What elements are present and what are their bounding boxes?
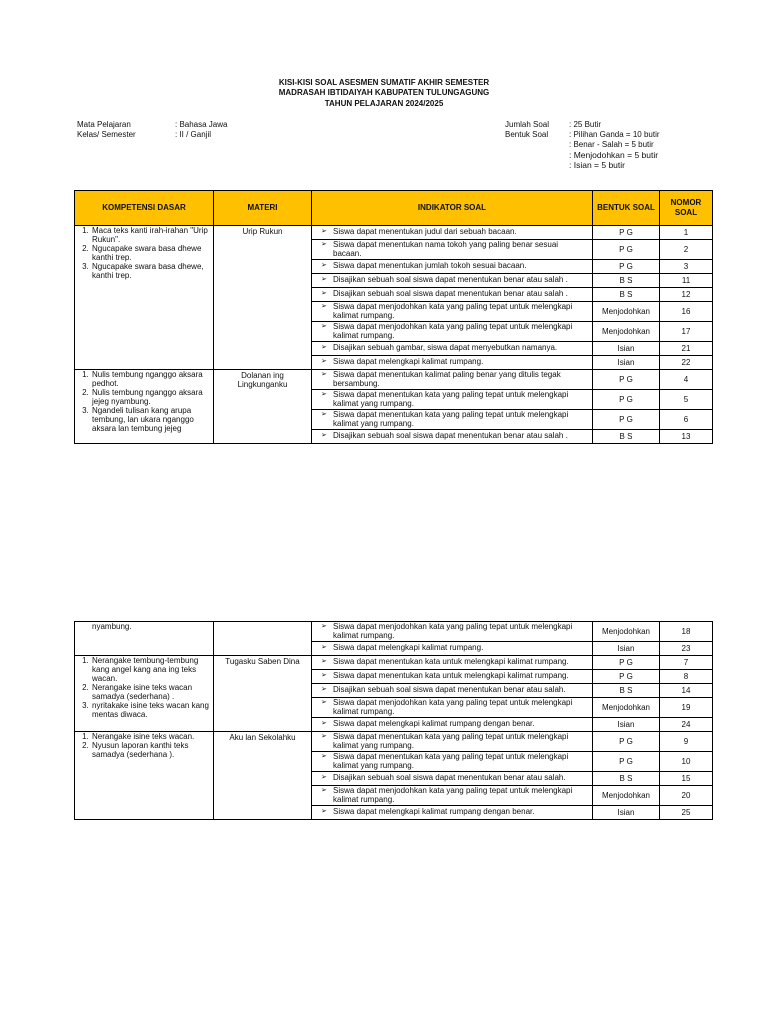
indikator-text: Siswa dapat melengkapi kalimat rumpang dengan benar. xyxy=(333,719,535,729)
question-type-isian: : Isian = 5 butir xyxy=(569,160,625,170)
indikator-cell xyxy=(312,356,593,370)
bentuk-soal-cell: P G xyxy=(593,670,660,684)
arrow-bullet-icon: ➢ xyxy=(321,753,327,760)
bentuk-soal-cell: Menjodohkan xyxy=(593,698,660,718)
bentuk-soal-cell: B S xyxy=(593,274,660,288)
nomor-soal-cell: 25 xyxy=(660,806,713,820)
bentuk-soal-cell: P G xyxy=(593,226,660,240)
nomor-soal-cell: 3 xyxy=(660,260,713,274)
indikator-text: Siswa dapat menentukan nama tokoh yang paling benar sesuai bacaan. xyxy=(333,240,559,258)
nomor-soal-cell: 12 xyxy=(660,288,713,302)
indikator-text: Siswa dapat menentukan kata untuk melengkapi kalimat rumpang. xyxy=(333,657,569,667)
indikator-text: Disajikan sebuah soal siswa dapat menentukan benar atau salah . xyxy=(333,275,568,285)
arrow-bullet-icon: ➢ xyxy=(321,808,327,816)
nomor-soal-cell: 16 xyxy=(660,302,713,322)
nomor-soal-cell: 10 xyxy=(660,752,713,772)
bentuk-soal-cell: Isian xyxy=(593,356,660,370)
arrow-bullet-icon: ➢ xyxy=(321,391,327,398)
nomor-soal-cell: 14 xyxy=(660,684,713,698)
kompetensi-dasar-cell xyxy=(75,622,214,656)
arrow-bullet-icon: ➢ xyxy=(321,303,327,310)
nomor-soal-cell: 13 xyxy=(660,430,713,444)
indikator-text: Disajikan sebuah soal siswa dapat menentukan benar atau salah . xyxy=(333,289,568,299)
indikator-cell xyxy=(312,698,593,718)
indikator-cell xyxy=(312,390,593,410)
header-bentuk-soal: BENTUK SOAL xyxy=(593,191,660,226)
header-kompetensi-dasar: KOMPETENSI DASAR xyxy=(75,191,214,226)
indikator-cell xyxy=(312,806,593,820)
arrow-bullet-icon: ➢ xyxy=(321,276,327,284)
indikator-text: Disajikan sebuah soal siswa dapat menentukan benar atau salah. xyxy=(333,773,566,783)
nomor-soal-cell: 4 xyxy=(660,370,713,390)
kompetensi-dasar-item: 1. Nerangake isine teks wacan. xyxy=(91,732,210,741)
arrow-bullet-icon: ➢ xyxy=(321,658,327,666)
arrow-bullet-icon: ➢ xyxy=(321,432,327,440)
indikator-text: Siswa dapat melengkapi kalimat rumpang. xyxy=(333,357,484,367)
class-semester-label: Kelas/ Semester xyxy=(77,130,136,139)
arrow-bullet-icon: ➢ xyxy=(321,733,327,740)
arrow-bullet-icon: ➢ xyxy=(321,720,327,728)
bentuk-soal-cell: P G xyxy=(593,410,660,430)
indikator-cell xyxy=(312,274,593,288)
indikator-cell xyxy=(312,430,593,444)
bentuk-soal-cell: P G xyxy=(593,656,660,670)
indikator-text: Siswa dapat menentukan kata untuk melengkapi kalimat rumpang. xyxy=(333,671,569,681)
indikator-cell xyxy=(312,342,593,356)
indikator-cell xyxy=(312,260,593,274)
bentuk-soal-cell: B S xyxy=(593,430,660,444)
indikator-cell xyxy=(312,752,593,772)
indikator-text: Siswa dapat menentukan judul dari sebuah bacaan. xyxy=(333,227,517,237)
nomor-soal-cell: 6 xyxy=(660,410,713,430)
bentuk-soal-cell: Isian xyxy=(593,642,660,656)
table-body xyxy=(75,622,713,820)
kompetensi-dasar-cell xyxy=(75,656,214,732)
bentuk-soal-cell: Isian xyxy=(593,718,660,732)
indikator-cell xyxy=(312,410,593,430)
bentuk-soal-cell: Menjodohkan xyxy=(593,622,660,642)
materi-cell: Aku lan Sekolahku xyxy=(214,732,312,820)
nomor-soal-cell: 21 xyxy=(660,342,713,356)
indikator-cell xyxy=(312,684,593,698)
kompetensi-dasar-item: 1. Nerangake tembung-tembung kang angel kang ana ing teks wacan. xyxy=(91,656,210,683)
nomor-soal-cell: 9 xyxy=(660,732,713,752)
nomor-soal-cell: 7 xyxy=(660,656,713,670)
nomor-soal-cell: 23 xyxy=(660,642,713,656)
kompetensi-dasar-item: 1. Nulis tembung nganggo aksara pedhot. xyxy=(91,370,210,388)
indikator-text: Siswa dapat melengkapi kalimat rumpang. xyxy=(333,643,484,653)
indikator-text: Siswa dapat menentukan kata yang paling tepat untuk melengkapi kalimat yang rumpang. xyxy=(333,390,569,408)
nomor-soal-cell: 24 xyxy=(660,718,713,732)
kompetensi-dasar-cell xyxy=(75,732,214,820)
question-count-value: : 25 Butir xyxy=(569,120,602,129)
bentuk-soal-cell: P G xyxy=(593,390,660,410)
indikator-text: Siswa dapat menjodohkan kata yang paling tepat untuk melengkapi kalimat rumpang. xyxy=(333,302,573,320)
bentuk-soal-cell: B S xyxy=(593,288,660,302)
nomor-soal-cell: 22 xyxy=(660,356,713,370)
kompetensi-dasar-list xyxy=(78,226,210,280)
question-summary xyxy=(505,120,660,170)
header-materi: MATERI xyxy=(214,191,312,226)
nomor-soal-cell: 5 xyxy=(660,390,713,410)
kompetensi-dasar-list xyxy=(78,370,210,433)
arrow-bullet-icon: ➢ xyxy=(321,262,327,270)
nomor-soal-cell: 17 xyxy=(660,322,713,342)
bentuk-soal-cell: P G xyxy=(593,370,660,390)
kompetensi-dasar-list xyxy=(78,656,210,719)
bentuk-soal-cell: Menjodohkan xyxy=(593,302,660,322)
nomor-soal-cell: 20 xyxy=(660,786,713,806)
nomor-soal-cell: 15 xyxy=(660,772,713,786)
document-title-line-2: MADRASAH IBTIDAIYAH KABUPATEN TULUNGAGUNG xyxy=(278,88,490,97)
indikator-cell xyxy=(312,732,593,752)
arrow-bullet-icon: ➢ xyxy=(321,323,327,330)
nomor-soal-cell: 1 xyxy=(660,226,713,240)
header-indikator-soal: INDIKATOR SOAL xyxy=(312,191,593,226)
indikator-text: Disajikan sebuah soal siswa dapat menentukan benar atau salah. xyxy=(333,685,566,695)
indikator-cell xyxy=(312,302,593,322)
arrow-bullet-icon: ➢ xyxy=(321,686,327,694)
kompetensi-dasar-item: 2. Nulis tembung nganggo aksara jejeg nyambung. xyxy=(91,388,210,406)
kompetensi-dasar-item: 3. Ngandeli tulisan kang arupa tembung, lan ukara nganggo aksara lan tembung jejeg xyxy=(91,406,210,433)
kisi-kisi-table-page-2 xyxy=(74,621,713,820)
arrow-bullet-icon: ➢ xyxy=(321,241,327,248)
indikator-text: Siswa dapat melengkapi kalimat rumpang dengan benar. xyxy=(333,807,535,817)
arrow-bullet-icon: ➢ xyxy=(321,290,327,298)
arrow-bullet-icon: ➢ xyxy=(321,358,327,366)
table-body xyxy=(75,226,713,444)
class-semester-value: : II / Ganjil xyxy=(175,130,212,139)
kisi-kisi-table-page-1 xyxy=(74,190,713,444)
indikator-cell xyxy=(312,718,593,732)
document-title-line-1: KISI-KISI SOAL ASESMEN SUMATIF AKHIR SEMESTER xyxy=(278,78,490,87)
indikator-text: Siswa dapat menjodohkan kata yang paling tepat untuk melengkapi kalimat rumpang. xyxy=(333,622,573,640)
nomor-soal-cell: 19 xyxy=(660,698,713,718)
question-type-menjodohkan: : Menjodohkan = 5 butir xyxy=(569,150,659,160)
bentuk-soal-cell: Menjodohkan xyxy=(593,322,660,342)
indikator-text: Siswa dapat menentukan kalimat paling benar yang ditulis tegak bersambung. xyxy=(333,370,561,388)
kompetensi-dasar-cell xyxy=(75,226,214,370)
indikator-text: Siswa dapat menentukan jumlah tokoh sesuai bacaan. xyxy=(333,261,527,271)
indikator-cell xyxy=(312,786,593,806)
bentuk-soal-cell: B S xyxy=(593,684,660,698)
table-row xyxy=(75,622,713,642)
indikator-cell xyxy=(312,370,593,390)
kompetensi-dasar-item: 3. nyritakake isine teks wacan kang mentas diwaca. xyxy=(91,701,210,719)
question-count-label: Jumlah Soal xyxy=(505,120,550,129)
indikator-cell xyxy=(312,288,593,302)
indikator-text: Siswa dapat menentukan kata yang paling tepat untuk melengkapi kalimat yang rumpang. xyxy=(333,732,569,750)
bentuk-soal-cell: Isian xyxy=(593,342,660,356)
indikator-cell xyxy=(312,226,593,240)
bentuk-soal-cell: P G xyxy=(593,752,660,772)
bentuk-soal-cell: P G xyxy=(593,732,660,752)
kompetensi-dasar-continued: nyambung. xyxy=(92,622,132,631)
bentuk-soal-cell: B S xyxy=(593,772,660,786)
kompetensi-dasar-item: 2. Ngucapake swara basa dhewe kanthi trep. xyxy=(91,244,210,262)
subject-label: Mata Pelajaran xyxy=(77,120,131,129)
arrow-bullet-icon: ➢ xyxy=(321,344,327,352)
materi-cell: Tugasku Saben Dina xyxy=(214,656,312,732)
materi-cell: Urip Rukun xyxy=(214,226,312,370)
arrow-bullet-icon: ➢ xyxy=(321,774,327,782)
arrow-bullet-icon: ➢ xyxy=(321,672,327,680)
bentuk-soal-cell: P G xyxy=(593,240,660,260)
indikator-text: Siswa dapat menjodohkan kata yang paling tepat untuk melengkapi kalimat rumpang. xyxy=(333,322,573,340)
table-row xyxy=(75,732,713,752)
header-nomor-soal: NOMOR SOAL xyxy=(660,191,713,226)
kompetensi-dasar-item: 2. Nerangake isine teks wacan samadya (sederhana) . xyxy=(91,683,210,701)
bentuk-soal-cell: Menjodohkan xyxy=(593,786,660,806)
kompetensi-dasar-list xyxy=(78,732,210,759)
indikator-text: Siswa dapat menjodohkan kata yang paling tepat untuk melengkapi kalimat rumpang. xyxy=(333,698,573,716)
nomor-soal-cell: 18 xyxy=(660,622,713,642)
arrow-bullet-icon: ➢ xyxy=(321,699,327,706)
kompetensi-dasar-item: 3. Ngucapake swara basa dhewe, kanthi trep. xyxy=(91,262,210,280)
kompetensi-dasar-item: 1. Maca teks kanti irah-irahan "Urip Rukun". xyxy=(91,226,210,244)
indikator-text: Siswa dapat menentukan kata yang paling tepat untuk melengkapi kalimat yang rumpang. xyxy=(333,752,569,770)
arrow-bullet-icon: ➢ xyxy=(321,371,327,378)
arrow-bullet-icon: ➢ xyxy=(321,644,327,652)
indikator-text: Disajikan sebuah soal siswa dapat menentukan benar atau salah . xyxy=(333,431,568,441)
subject-value: : Bahasa Jawa xyxy=(175,120,228,129)
indikator-cell xyxy=(312,322,593,342)
arrow-bullet-icon: ➢ xyxy=(321,623,327,630)
indikator-cell xyxy=(312,622,593,642)
document-title-line-3: TAHUN PELAJARAN 2024/2025 xyxy=(324,99,444,108)
subject-info xyxy=(77,120,227,140)
indikator-text: Disajikan sebuah gambar, siswa dapat menyebutkan namanya. xyxy=(333,343,558,353)
bentuk-soal-cell: P G xyxy=(593,260,660,274)
arrow-bullet-icon: ➢ xyxy=(321,787,327,794)
indikator-cell xyxy=(312,240,593,260)
table-row xyxy=(75,226,713,240)
question-type-pg: : Pilihan Ganda = 10 butir xyxy=(569,130,660,139)
arrow-bullet-icon: ➢ xyxy=(321,228,327,236)
question-type-bs: : Benar - Salah = 5 butir xyxy=(569,140,654,149)
materi-cell xyxy=(214,622,312,656)
nomor-soal-cell: 8 xyxy=(660,670,713,684)
table-row xyxy=(75,370,713,390)
arrow-bullet-icon: ➢ xyxy=(321,411,327,418)
table-row xyxy=(75,656,713,670)
indikator-cell xyxy=(312,642,593,656)
kompetensi-dasar-cell xyxy=(75,370,214,444)
question-type-label: Bentuk Soal xyxy=(505,130,549,139)
nomor-soal-cell: 11 xyxy=(660,274,713,288)
kompetensi-dasar-item: 2. Nyusun laporan kanthi teks samadya (sederhana ). xyxy=(91,741,210,759)
indikator-cell xyxy=(312,670,593,684)
indikator-text: Siswa dapat menentukan kata yang paling tepat untuk melengkapi kalimat yang rumpang. xyxy=(333,410,569,428)
indikator-cell xyxy=(312,656,593,670)
bentuk-soal-cell: Isian xyxy=(593,806,660,820)
materi-cell: Dolanan ing Lingkunganku xyxy=(214,370,312,444)
nomor-soal-cell: 2 xyxy=(660,240,713,260)
indikator-cell xyxy=(312,772,593,786)
indikator-text: Siswa dapat menjodohkan kata yang paling tepat untuk melengkapi kalimat rumpang. xyxy=(333,786,573,804)
